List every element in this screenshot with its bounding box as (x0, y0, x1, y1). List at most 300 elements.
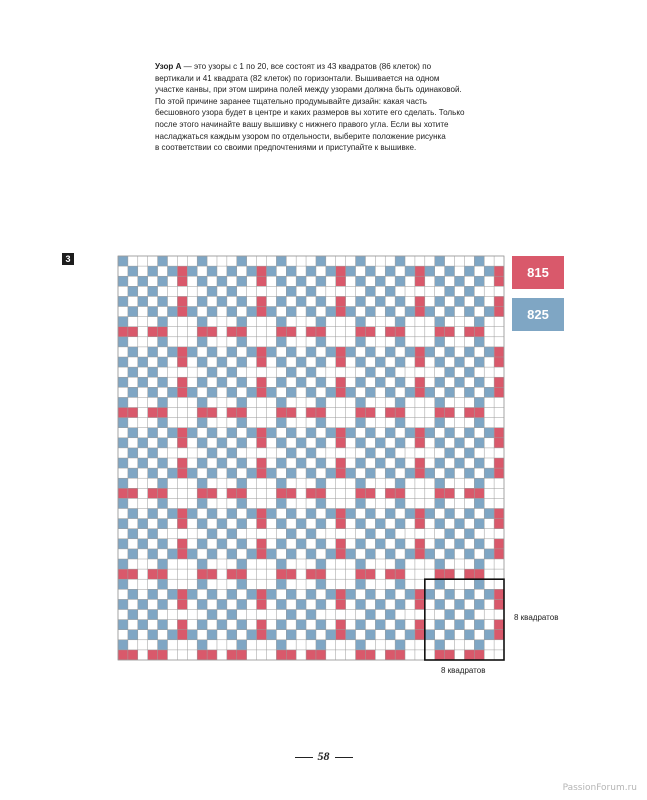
stitch-cell-825 (118, 559, 128, 569)
stitch-cell-815 (336, 620, 346, 630)
stitch-cell-825 (148, 387, 158, 397)
stitch-cell-825 (148, 286, 158, 296)
stitch-cell-825 (346, 387, 356, 397)
stitch-cell-825 (296, 438, 306, 448)
stitch-cell-825 (464, 610, 474, 620)
stitch-cell-825 (385, 529, 395, 539)
stitch-cell-825 (217, 620, 227, 630)
stitch-cell-825 (286, 529, 296, 539)
stitch-cell-825 (227, 428, 237, 438)
stitch-cell-825 (356, 256, 366, 266)
stitch-cell-825 (435, 498, 445, 508)
stitch-cell-825 (118, 519, 128, 529)
stitch-cell-815 (336, 630, 346, 640)
stitch-cell-825 (356, 276, 366, 286)
stitch-cell-825 (405, 387, 415, 397)
stitch-cell-815 (356, 488, 366, 498)
stitch-cell-825 (217, 438, 227, 448)
stitch-cell-815 (128, 650, 138, 660)
stitch-cell-825 (276, 418, 286, 428)
stitch-cell-825 (385, 589, 395, 599)
stitch-cell-825 (375, 377, 385, 387)
stitch-cell-825 (217, 519, 227, 529)
stitch-cell-825 (296, 539, 306, 549)
stitch-cell-815 (445, 327, 455, 337)
stitch-cell-825 (346, 468, 356, 478)
stitch-cell-825 (158, 377, 168, 387)
stitch-cell-825 (395, 599, 405, 609)
stitch-cell-825 (435, 620, 445, 630)
stitch-cell-815 (207, 408, 217, 418)
stitch-cell-825 (286, 610, 296, 620)
stitch-cell-825 (276, 498, 286, 508)
stitch-cell-815 (177, 630, 187, 640)
stitch-cell-825 (435, 296, 445, 306)
stitch-cell-815 (494, 458, 504, 468)
stitch-cell-825 (296, 357, 306, 367)
stitch-cell-825 (395, 317, 405, 327)
stitch-cell-825 (128, 630, 138, 640)
stitch-cell-825 (356, 519, 366, 529)
stitch-cell-825 (158, 296, 168, 306)
stitch-cell-815 (336, 347, 346, 357)
stitch-cell-825 (247, 307, 257, 317)
stitch-cell-825 (316, 478, 326, 488)
stitch-cell-825 (474, 599, 484, 609)
stitch-cell-825 (464, 468, 474, 478)
stitch-cell-825 (227, 387, 237, 397)
stitch-cell-825 (118, 478, 128, 488)
stitch-cell-815 (257, 296, 267, 306)
stitch-cell-825 (365, 589, 375, 599)
stitch-cell-825 (296, 620, 306, 630)
stitch-cell-825 (118, 317, 128, 327)
stitch-cell-815 (415, 347, 425, 357)
stitch-cell-825 (316, 498, 326, 508)
stitch-cell-825 (356, 559, 366, 569)
stitch-cell-825 (187, 509, 197, 519)
stitch-cell-825 (484, 630, 494, 640)
stitch-cell-815 (415, 620, 425, 630)
stitch-cell-825 (266, 509, 276, 519)
stitch-cell-825 (237, 296, 247, 306)
stitch-cell-815 (336, 276, 346, 286)
stitch-cell-825 (474, 539, 484, 549)
page-number-footer (0, 749, 647, 764)
stitch-cell-825 (306, 509, 316, 519)
stitch-cell-815 (257, 630, 267, 640)
stitch-cell-825 (316, 519, 326, 529)
stitch-cell-825 (316, 317, 326, 327)
stitch-cell-815 (494, 347, 504, 357)
stitch-cell-825 (316, 296, 326, 306)
stitch-cell-815 (415, 509, 425, 519)
stitch-cell-815 (415, 266, 425, 276)
stitch-cell-825 (346, 509, 356, 519)
stitch-cell-815 (494, 589, 504, 599)
stitch-cell-825 (316, 539, 326, 549)
stitch-cell-815 (494, 276, 504, 286)
stitch-cell-825 (484, 589, 494, 599)
stitch-cell-815 (464, 569, 474, 579)
stitch-cell-815 (276, 408, 286, 418)
stitch-cell-825 (138, 519, 148, 529)
stitch-cell-825 (365, 307, 375, 317)
stitch-cell-825 (435, 579, 445, 589)
stitch-cell-825 (464, 589, 474, 599)
stitch-cell-825 (138, 377, 148, 387)
stitch-cell-825 (395, 357, 405, 367)
stitch-cell-815 (494, 519, 504, 529)
stitch-cell-825 (435, 539, 445, 549)
stitch-cell-825 (464, 529, 474, 539)
stitch-cell-815 (415, 519, 425, 529)
stitch-cell-825 (425, 589, 435, 599)
stitch-cell-825 (445, 529, 455, 539)
stitch-cell-825 (405, 307, 415, 317)
stitch-cell-815 (365, 488, 375, 498)
stitch-cell-825 (167, 589, 177, 599)
intro-line-7: насладжаться каждым узором по отдельности, выберите положение рисунка (155, 131, 446, 141)
stitch-cell-825 (346, 428, 356, 438)
stitch-cell-825 (405, 589, 415, 599)
stitch-cell-825 (356, 418, 366, 428)
stitch-cell-825 (306, 307, 316, 317)
stitch-cell-815 (207, 569, 217, 579)
stitch-cell-825 (227, 286, 237, 296)
stitch-cell-815 (257, 377, 267, 387)
stitch-cell-815 (494, 296, 504, 306)
stitch-cell-825 (346, 307, 356, 317)
stitch-cell-825 (118, 640, 128, 650)
stitch-cell-815 (415, 549, 425, 559)
stitch-cell-815 (336, 387, 346, 397)
stitch-cell-825 (158, 620, 168, 630)
stitch-cell-815 (257, 357, 267, 367)
stitch-cell-825 (207, 266, 217, 276)
stitch-cell-815 (316, 488, 326, 498)
stitch-cell-825 (484, 307, 494, 317)
stitch-cell-825 (445, 428, 455, 438)
stitch-cell-815 (177, 468, 187, 478)
stitch-cell-815 (118, 569, 128, 579)
stitch-cell-825 (118, 458, 128, 468)
stitch-cell-825 (197, 599, 207, 609)
legend-swatch-815: 815 (512, 256, 564, 289)
stitch-cell-825 (435, 397, 445, 407)
stitch-cell-825 (445, 610, 455, 620)
stitch-cell-825 (395, 458, 405, 468)
stitch-cell-815 (415, 458, 425, 468)
stitch-cell-825 (346, 266, 356, 276)
stitch-cell-825 (187, 630, 197, 640)
stitch-cell-825 (158, 640, 168, 650)
stitch-cell-815 (257, 519, 267, 529)
stitch-cell-825 (207, 448, 217, 458)
stitch-cell-825 (276, 559, 286, 569)
stitch-cell-825 (118, 357, 128, 367)
section-number-badge: 3 (62, 253, 74, 265)
stitch-cell-815 (445, 650, 455, 660)
stitch-cell-825 (445, 307, 455, 317)
stitch-cell-825 (207, 307, 217, 317)
stitch-cell-825 (217, 539, 227, 549)
stitch-cell-815 (207, 327, 217, 337)
stitch-cell-825 (474, 579, 484, 589)
stitch-cell-815 (356, 408, 366, 418)
stitch-cell-815 (257, 307, 267, 317)
stitch-cell-825 (148, 630, 158, 640)
stitch-cell-825 (286, 367, 296, 377)
stitch-cell-825 (474, 296, 484, 306)
stitch-cell-815 (197, 408, 207, 418)
stitch-cell-825 (385, 367, 395, 377)
stitch-cell-825 (138, 620, 148, 630)
stitch-cell-825 (167, 549, 177, 559)
stitch-cell-825 (484, 266, 494, 276)
stitch-cell-815 (306, 569, 316, 579)
stitch-cell-825 (197, 418, 207, 428)
stitch-cell-825 (286, 468, 296, 478)
stitch-cell-825 (217, 377, 227, 387)
stitch-cell-825 (207, 509, 217, 519)
stitch-cell-825 (405, 266, 415, 276)
stitch-cell-815 (445, 408, 455, 418)
stitch-cell-825 (217, 458, 227, 468)
stitch-cell-815 (494, 549, 504, 559)
stitch-cell-815 (415, 387, 425, 397)
stitch-cell-825 (435, 438, 445, 448)
stitch-cell-815 (336, 428, 346, 438)
stitch-cell-825 (118, 579, 128, 589)
stitch-cell-825 (128, 589, 138, 599)
stitch-cell-825 (128, 387, 138, 397)
stitch-cell-825 (158, 357, 168, 367)
stitch-cell-815 (148, 650, 158, 660)
stitch-cell-815 (177, 539, 187, 549)
stitch-cell-825 (474, 559, 484, 569)
stitch-cell-815 (237, 327, 247, 337)
stitch-cell-825 (118, 256, 128, 266)
stitch-cell-815 (227, 327, 237, 337)
stitch-cell-825 (464, 367, 474, 377)
intro-line-5: бесшовного узора будет в центре и каких размеров вы хотите его сделать. Только (155, 108, 465, 118)
stitch-cell-825 (464, 630, 474, 640)
stitch-cell-825 (395, 539, 405, 549)
stitch-cell-825 (187, 428, 197, 438)
stitch-cell-825 (395, 620, 405, 630)
stitch-cell-815 (118, 650, 128, 660)
stitch-cell-825 (197, 377, 207, 387)
stitch-cell-815 (227, 650, 237, 660)
stitch-cell-825 (326, 509, 336, 519)
stitch-cell-815 (474, 408, 484, 418)
stitch-cell-825 (356, 377, 366, 387)
stitch-cell-825 (484, 347, 494, 357)
stitch-cell-825 (484, 387, 494, 397)
stitch-cell-815 (177, 266, 187, 276)
stitch-cell-825 (326, 428, 336, 438)
stitch-cell-825 (326, 468, 336, 478)
stitch-cell-825 (365, 549, 375, 559)
stitch-cell-815 (435, 488, 445, 498)
stitch-cell-825 (128, 509, 138, 519)
stitch-cell-825 (296, 599, 306, 609)
stitch-cell-825 (385, 347, 395, 357)
stitch-cell-825 (425, 307, 435, 317)
stitch-cell-825 (306, 286, 316, 296)
stitch-cell-815 (257, 620, 267, 630)
stitch-cell-815 (415, 539, 425, 549)
stitch-cell-815 (365, 650, 375, 660)
stitch-cell-825 (455, 296, 465, 306)
stitch-cell-825 (464, 448, 474, 458)
stitch-cell-825 (266, 266, 276, 276)
stitch-cell-825 (138, 539, 148, 549)
stitch-cell-825 (365, 387, 375, 397)
stitch-cell-825 (276, 458, 286, 468)
stitch-cell-815 (385, 569, 395, 579)
stitch-cell-825 (286, 428, 296, 438)
stitch-cell-825 (138, 357, 148, 367)
stitch-cell-825 (286, 307, 296, 317)
stitch-cell-825 (266, 428, 276, 438)
stitch-cell-825 (227, 610, 237, 620)
stitch-cell-825 (158, 418, 168, 428)
stitch-cell-825 (158, 276, 168, 286)
stitch-cell-825 (356, 397, 366, 407)
stitch-cell-825 (474, 276, 484, 286)
legend-swatch-825: 825 (512, 298, 564, 331)
stitch-cell-815 (494, 377, 504, 387)
stitch-cell-815 (415, 589, 425, 599)
stitch-cell-825 (227, 266, 237, 276)
stitch-cell-825 (425, 266, 435, 276)
stitch-cell-815 (128, 327, 138, 337)
stitch-cell-825 (474, 357, 484, 367)
stitch-cell-825 (158, 579, 168, 589)
stitch-cell-815 (177, 357, 187, 367)
stitch-cell-825 (464, 387, 474, 397)
stitch-cell-825 (316, 579, 326, 589)
stitch-cell-825 (356, 317, 366, 327)
stitch-cell-825 (356, 296, 366, 306)
stitch-cell-825 (375, 296, 385, 306)
stitch-cell-825 (445, 468, 455, 478)
stitch-cell-825 (128, 347, 138, 357)
stitch-cell-825 (138, 296, 148, 306)
stitch-cell-825 (286, 589, 296, 599)
stitch-cell-825 (197, 256, 207, 266)
stitch-cell-815 (257, 458, 267, 468)
stitch-cell-815 (336, 549, 346, 559)
stitch-cell-825 (316, 397, 326, 407)
stitch-cell-825 (237, 478, 247, 488)
stitch-cell-825 (316, 357, 326, 367)
stitch-cell-825 (306, 468, 316, 478)
stitch-cell-825 (474, 458, 484, 468)
stitch-cell-815 (415, 630, 425, 640)
stitch-cell-825 (356, 438, 366, 448)
stitch-cell-815 (316, 650, 326, 660)
stitch-cell-825 (405, 347, 415, 357)
stitch-cell-825 (276, 599, 286, 609)
stitch-cell-825 (464, 286, 474, 296)
stitch-cell-815 (177, 549, 187, 559)
stitch-cell-825 (474, 498, 484, 508)
stitch-cell-825 (167, 307, 177, 317)
stitch-cell-815 (336, 539, 346, 549)
stitch-cell-815 (445, 569, 455, 579)
stitch-cell-825 (148, 266, 158, 276)
stitch-cell-825 (197, 478, 207, 488)
stitch-cell-815 (336, 438, 346, 448)
stitch-cell-825 (365, 509, 375, 519)
stitch-cell-825 (326, 387, 336, 397)
stitch-cell-825 (474, 438, 484, 448)
stitch-cell-825 (286, 286, 296, 296)
stitch-cell-815 (286, 569, 296, 579)
stitch-cell-815 (336, 589, 346, 599)
stitch-cell-825 (464, 266, 474, 276)
stitch-cell-825 (385, 387, 395, 397)
page-number-dash-right (335, 757, 353, 758)
stitch-cell-815 (415, 438, 425, 448)
stitch-cell-815 (464, 650, 474, 660)
stitch-cell-825 (148, 367, 158, 377)
stitch-cell-825 (306, 266, 316, 276)
stitch-cell-825 (316, 418, 326, 428)
stitch-cell-815 (227, 569, 237, 579)
stitch-cell-815 (257, 347, 267, 357)
stitch-cell-815 (128, 488, 138, 498)
stitch-cell-815 (257, 428, 267, 438)
stitch-cell-825 (197, 539, 207, 549)
watermark: PassionForum.ru (562, 783, 637, 793)
stitch-cell-815 (306, 650, 316, 660)
stitch-cell-815 (148, 408, 158, 418)
stitch-cell-815 (177, 347, 187, 357)
stitch-cell-825 (227, 367, 237, 377)
stitch-cell-815 (306, 488, 316, 498)
stitch-cell-825 (158, 317, 168, 327)
stitch-cell-825 (207, 529, 217, 539)
stitch-cell-825 (266, 347, 276, 357)
stitch-cell-825 (356, 498, 366, 508)
stitch-cell-825 (365, 286, 375, 296)
stitch-cell-825 (148, 468, 158, 478)
stitch-cell-815 (336, 509, 346, 519)
stitch-cell-815 (257, 438, 267, 448)
stitch-cell-825 (227, 509, 237, 519)
stitch-cell-825 (276, 478, 286, 488)
stitch-cell-825 (118, 337, 128, 347)
stitch-cell-815 (257, 387, 267, 397)
stitch-cell-825 (167, 428, 177, 438)
intro-line-6: после этого начинайте вашу вышивку с нижнего правого угла. Если вы хотите (155, 119, 449, 129)
stitch-cell-825 (227, 589, 237, 599)
stitch-cell-815 (356, 569, 366, 579)
stitch-cell-815 (494, 468, 504, 478)
stitch-cell-825 (474, 256, 484, 266)
stitch-cell-825 (455, 276, 465, 286)
stitch-cell-815 (365, 569, 375, 579)
stitch-cell-815 (494, 630, 504, 640)
stitch-cell-825 (435, 276, 445, 286)
stitch-cell-825 (356, 539, 366, 549)
stitch-cell-825 (276, 397, 286, 407)
stitch-cell-815 (177, 519, 187, 529)
